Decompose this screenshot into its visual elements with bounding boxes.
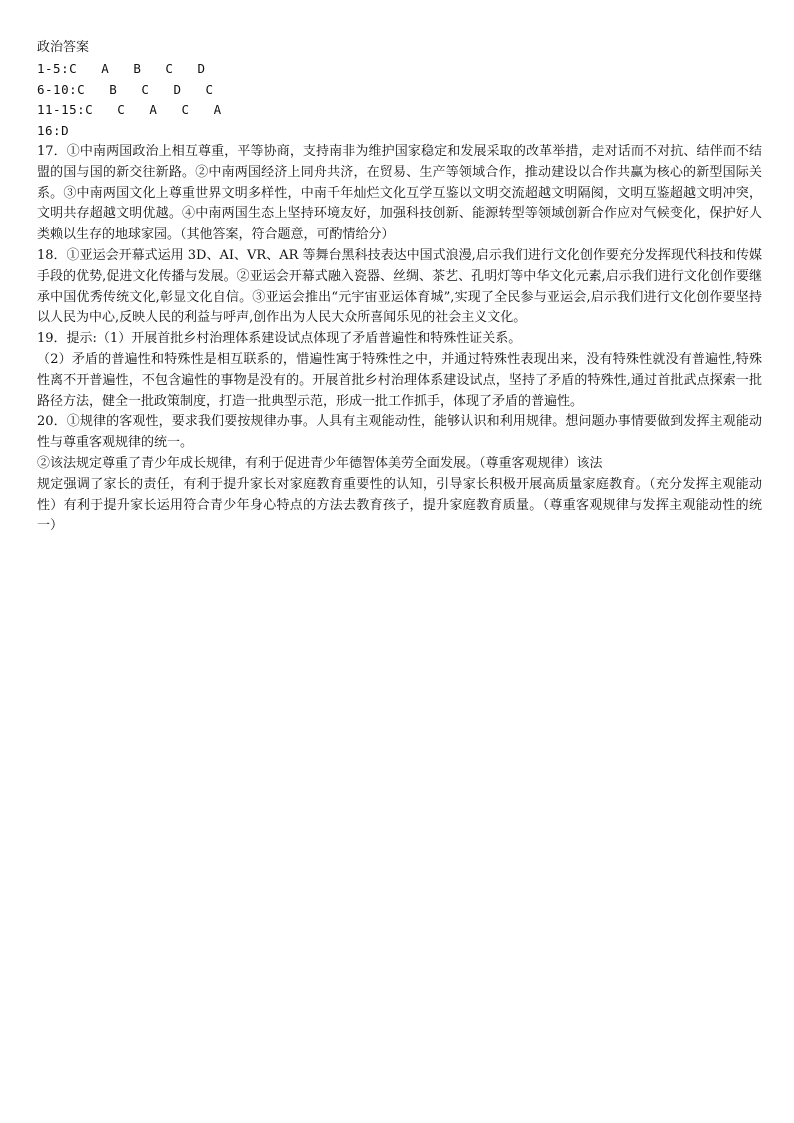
mc-row-16 (37, 121, 762, 142)
mc-row-6-10 (37, 80, 762, 101)
mc-answers: C A B C D (69, 60, 206, 76)
mc-answers: D (61, 123, 70, 139)
answer-sheet (37, 38, 762, 537)
mc-range: 11-15: (37, 102, 86, 118)
mc-range: 16: (37, 123, 62, 139)
answer-19-part-1: 19．提示:（1）开展首批乡村治理体系建设试点体现了矛盾普遍性和特殊性证关系。 (37, 331, 522, 347)
mc-range: 1-5: (37, 60, 70, 76)
mc-row-1-5 (37, 59, 762, 80)
answer-19-part-2: （2）矛盾的普遍性和特殊性是相互联系的，惜遍性寓于特殊性之中，并通过特殊性表现出来，没有特殊性就没有普遍性,特殊性离不开普遍性，不包含遍性的事物是没有的。开展首批乡村治理体系建设试点，坚持了矛盾的特殊性,通过首批武点探索一批路径方法，健全一批政策制度，打造一批典型示范，形成一批工作抓手，体现了矛盾的普遍性。 (37, 351, 762, 409)
mc-range: 6-10: (37, 81, 78, 97)
answer-18: 18．①亚运会开幕式运用 3D、AI、VR、AR 等舞台黑科技表达中国式浪漫,启示我们进行文化创作要充分发挥现代科技和传媒手段的优势,促进文化传播与发展。②亚运会开幕式融入瓷器、丝绸、茶艺、孔明灯等中华文化元素,启示我们进行文化创作要继承中国优秀传统文化,彰显文化自信。③亚运会推出“元宇宙亚运体育城”,实现了全民参与亚运会,启示我们进行文化创作要坚持以人民为中心,反映人民的利益与呼声,创作出为人民大众所喜闻乐见的社会主义文化。 (37, 247, 762, 326)
page-title: 政治答案 (37, 40, 90, 55)
answer-17: 17．①中南两国政治上相互尊重，平等协商，支持南非为维护国家稳定和发展采取的改革举措，走对话而不对抗、结伴而不结盟的国与国的新交往新路。②中南两国经济上同舟共济，在贸易、生产等领域合作，推动建设以合作共赢为核心的新型国际关系。③中南两国文化上尊重世界文明多样性，中南千年灿烂文化互学互鉴以文明交流超越文明隔阂，文明互鉴超越文明冲突，文明共存超越文明优越。④中南两国生态上坚持环境友好，加强科技创新、能源转型等领域创新合作应对气候变化，保护好人类赖以生存的地球家园。（其他答案，符合题意，可酌情给分） (37, 143, 762, 243)
mc-row-11-15 (37, 100, 762, 121)
mc-answers: C C A C A (85, 102, 222, 118)
mc-answers: C B C D C (77, 81, 214, 97)
answer-20-part-3: 规定强调了家长的责任，有利于提升家长对家庭教育重要性的认知，引导家长积极开展高质量家庭教育。（充分发挥主观能动性）有利于提升家长运用符合青少年身心特点的方法去教育孩子，提升家庭教育质量。（尊重客观规律与发挥主观能动性的统一） (37, 476, 762, 534)
answer-20-part-1: 20．①规律的客观性，要求我们要按规律办事。人具有主观能动性，能够认识和利用规律。想问题办事情要做到发挥主观能动性与尊重客观规律的统一。 (37, 414, 762, 451)
answer-20-part-2: ②该法规定尊重了青少年成长规律，有利于促进青少年德智体美劳全面发展。（尊重客观规律）该法 (37, 455, 603, 471)
